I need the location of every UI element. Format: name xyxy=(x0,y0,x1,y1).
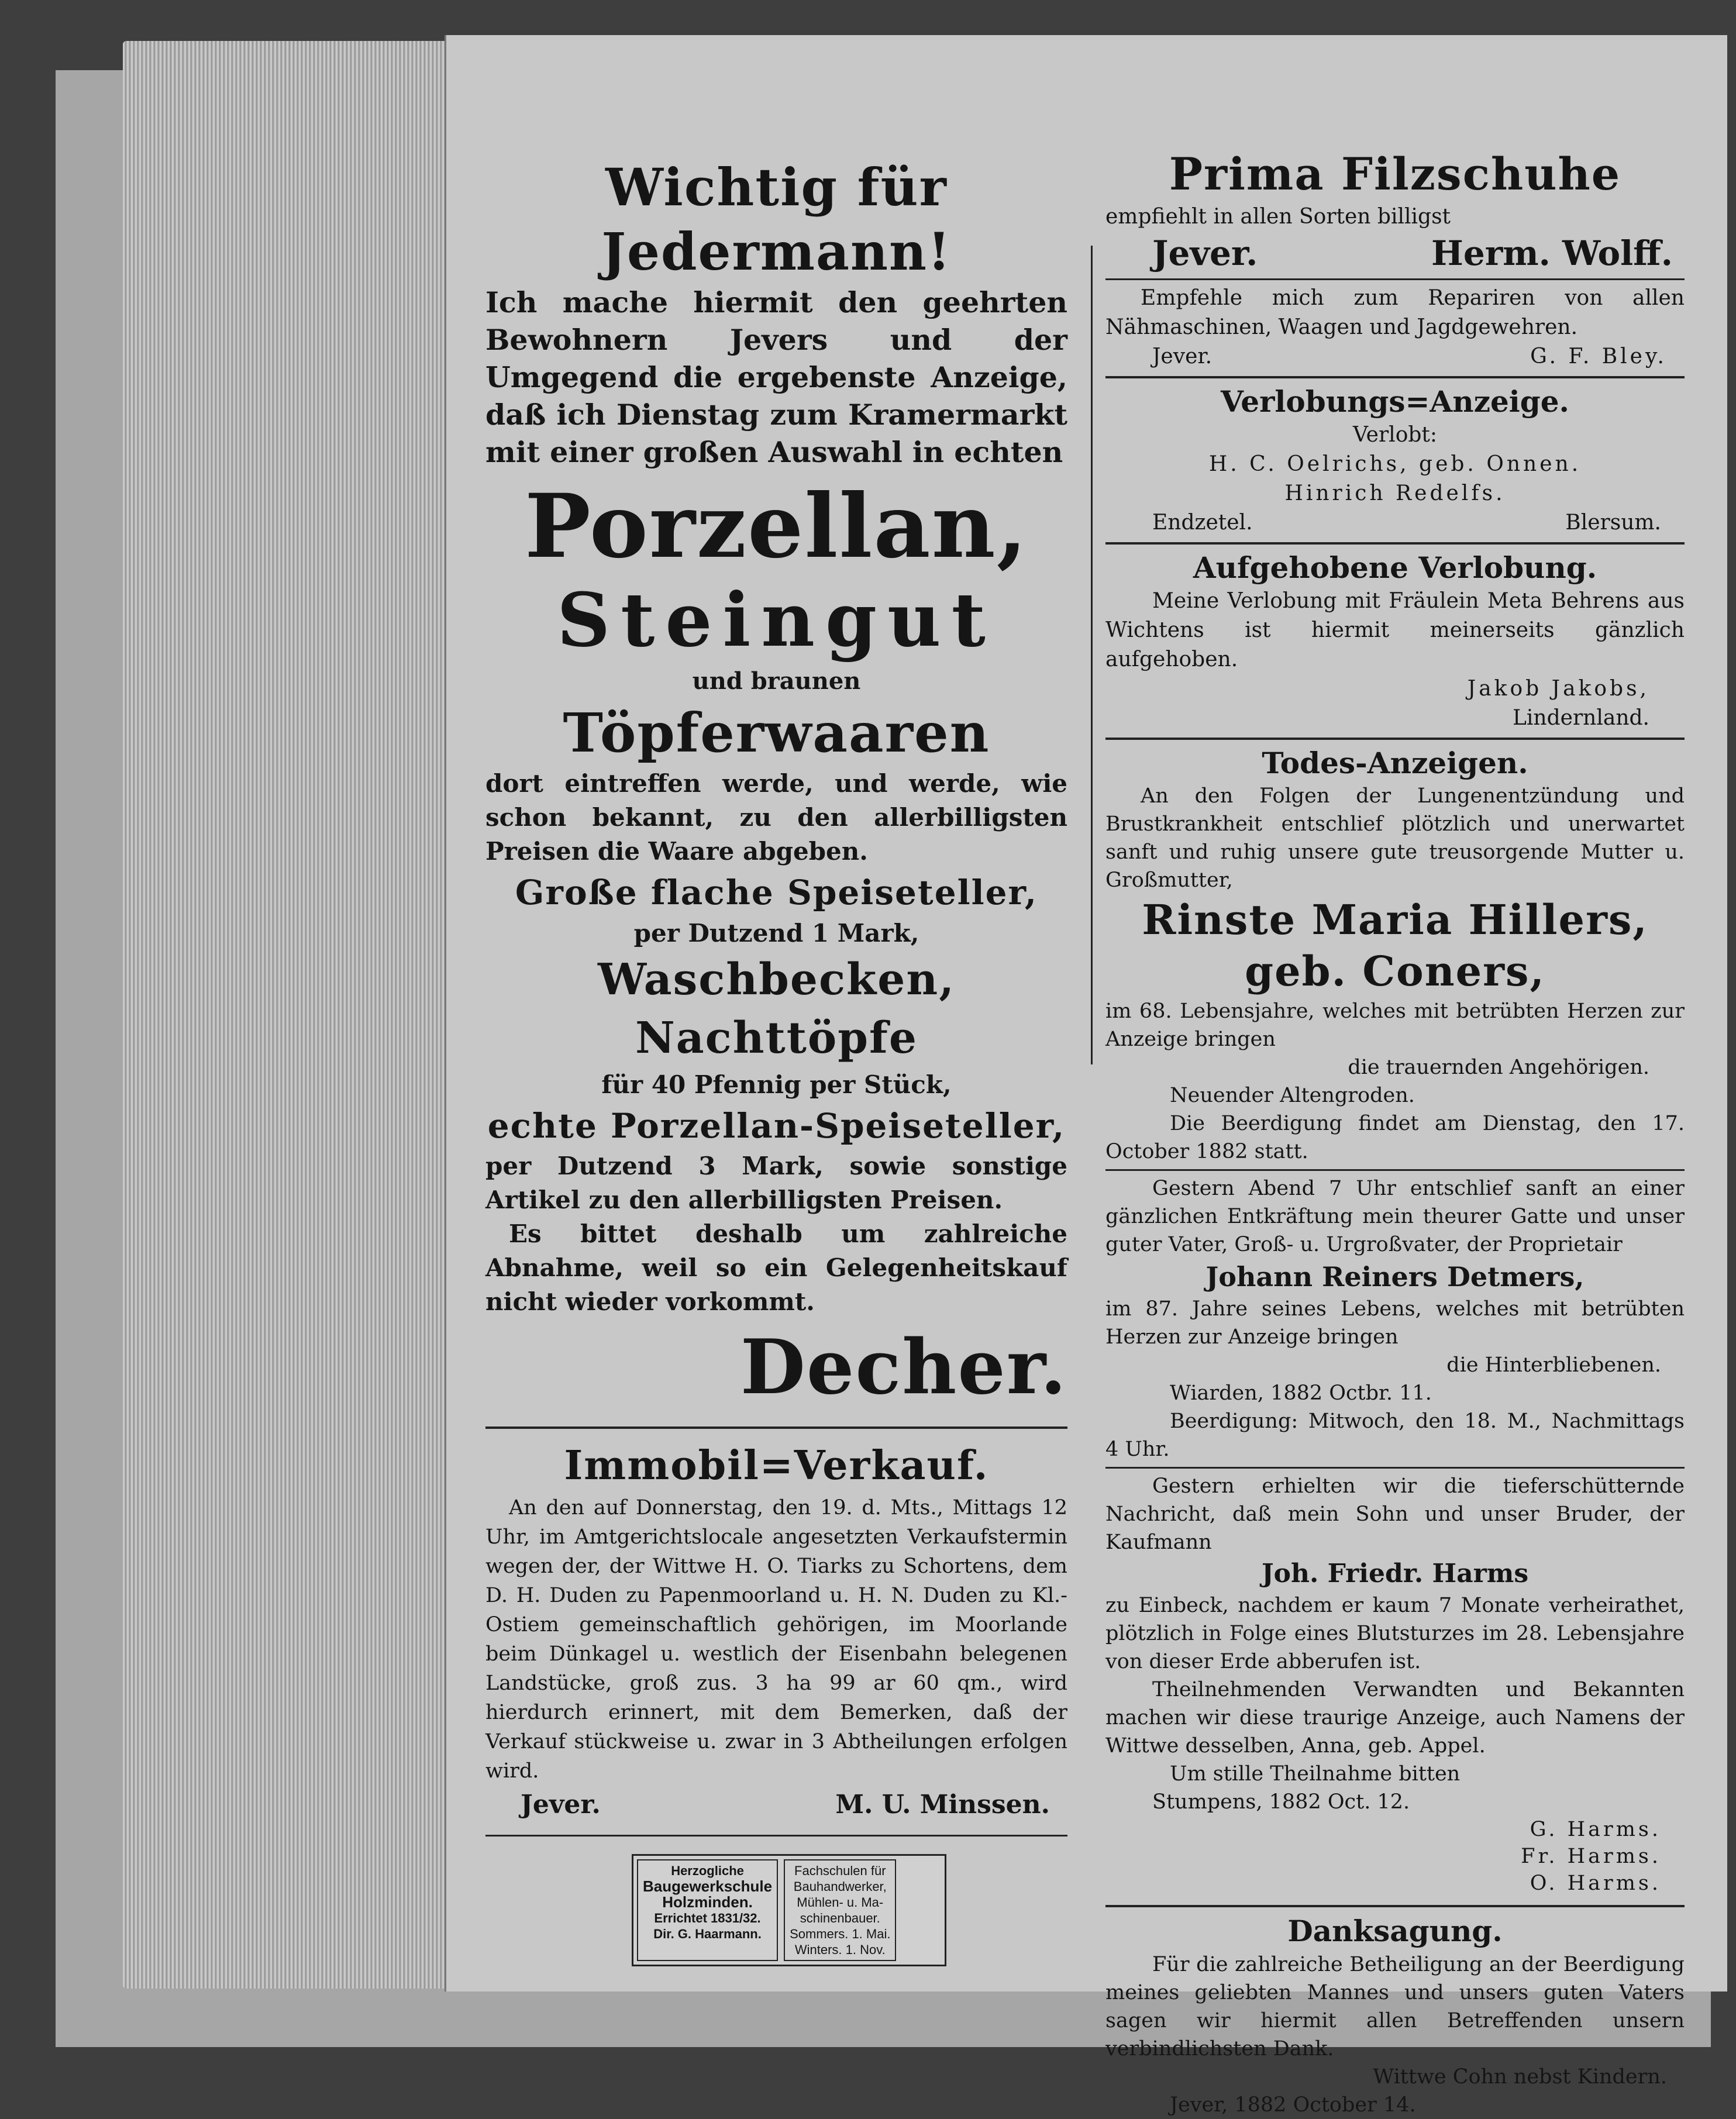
steingut-heading: Steingut xyxy=(557,577,996,663)
harms-text2: zu Einbeck, nachdem er kaum 7 Monate verheirathet, plötzlich in Folge eines Blutsturzes im 28. Lebensjahre von dieser Erde abberufen ist. xyxy=(1105,1594,1685,1673)
todes-name1: Rinste Maria Hillers, xyxy=(1142,895,1648,944)
immobil-title: Immobil=Verkauf. xyxy=(564,1442,989,1489)
stamp-line: Dir. G. Haarmann. xyxy=(653,1927,762,1941)
immobil-text: An den auf Donnerstag, den 19. d. Mts., Mittags 12 Uhr, im Amtgerichtslocale angesetzten Verkaufstermin wegen der, der Wittwe H. O. Tiarks zu Schortens, dem D. H. Duden zu Papenmoorland u. H. N. Duden zu Kl.-Ostiem gemeinschaftlich gehörigen, im Moorlande beim Dünkagel u. westlich der Eisenbahn belegenen Landstücke, groß zus. 3 ha 99 ar 60 qm., wird hierdurch erinnert, mit dem Bemerken, daß der Verkauf stückweise u. zwar in 3 Abtheilungen erfolgen wird. xyxy=(485,1496,1067,1783)
right-column xyxy=(1105,146,1685,2119)
repair-text: Empfehle mich zum Repariren von allen Nähmaschinen, Waagen und Jagdgewehren. xyxy=(1105,286,1685,339)
filzschuhe-place: Jever. xyxy=(1152,233,1258,273)
page-edges xyxy=(123,41,450,1989)
danksagung-sig: Wittwe Cohn nebst Kindern. xyxy=(1373,2065,1667,2089)
verlobung-label: Verlobt: xyxy=(1352,423,1438,447)
pfennig-line: für 40 Pfennig per Stück, xyxy=(601,1070,952,1099)
stamp-line: Mühlen- u. Ma- xyxy=(797,1895,884,1910)
aufgehoben-text: Meine Verlobung mit Fräulein Meta Behrens aus Wichtens ist hiermit meinerseits gänzlich aufgehoben. xyxy=(1105,589,1685,671)
filzschuhe-line: empfiehlt in allen Sorten billigst xyxy=(1105,205,1451,229)
filzschuhe-title: Prima Filzschuhe xyxy=(1169,148,1621,200)
danksagung-title: Danksagung. xyxy=(1287,1914,1503,1948)
left-column xyxy=(485,155,1067,1966)
detmers-text1: Gestern Abend 7 Uhr entschlief sanft an einer gänzlichen Entkräftung mein theurer Gatte und unser guter Vater, Groß- u. Urgroßvater, der Proprietair xyxy=(1105,1177,1685,1256)
wichtig-intro: Ich mache hiermit den geehrten Bewohnern Jevers und der Umgegend die ergebenste Anzeige, daß ich Dienstag zum Kramermarkt mit einer großen Auswahl in echten xyxy=(485,285,1067,469)
wichtig-text4: Es bittet deshalb um zahlreiche Abnahme, weil so ein Gelegenheitskauf nicht wieder vorkommt. xyxy=(485,1219,1067,1316)
stamp-line: Winters. 1. Nov. xyxy=(794,1942,886,1957)
todes-name1b: geb. Coners, xyxy=(1245,947,1545,995)
todes-funeral1: Die Beerdigung findet am Dienstag, den 17. October 1882 statt. xyxy=(1105,1112,1685,1163)
todes-title: Todes-Anzeigen. xyxy=(1262,746,1528,780)
stamp-line: Errichtet 1831/32. xyxy=(654,1911,761,1925)
detmers-text2: im 87. Jahre seines Lebens, welches mit betrübten Herzen zur Anzeige bringen xyxy=(1105,1297,1685,1349)
harms-text1: Gestern erhielten wir die tieferschütternde Nachricht, daß mein Sohn und unser Bruder, der Kaufmann xyxy=(1105,1474,1685,1554)
verlobung-name1: H. C. Oelrichs, geb. Onnen. xyxy=(1208,452,1582,476)
danksagung-date: Jever, 1882 October 14. xyxy=(1170,2093,1416,2117)
waschbecken-heading: Waschbecken, Nachttöpfe xyxy=(598,955,955,1063)
toepferwaaren-heading: Töpferwaaren xyxy=(563,701,990,764)
verlobung-places-row xyxy=(1105,508,1685,537)
todes-text1: An den Folgen der Lungenentzündung und Brustkrankheit entschlief plötzlich und unerwartet sanft und ruhig unsere gute treusorgende Mutter u. Großmutter, xyxy=(1105,784,1685,892)
filzschuhe-signature-row xyxy=(1105,232,1685,275)
echte-heading: echte Porzellan-Speiseteller, xyxy=(487,1106,1066,1146)
harms-name: Joh. Friedr. Harms xyxy=(1261,1559,1529,1589)
verlobung-place2: Blersum. xyxy=(1565,511,1661,535)
detmers-date: Wiarden, 1882 Octbr. 11. xyxy=(1170,1381,1432,1405)
todes-sig1: die trauernden Angehörigen. xyxy=(1348,1056,1649,1079)
harms-date: Stumpens, 1882 Oct. 12. xyxy=(1152,1790,1410,1814)
stamp-line: Baugewerkschule xyxy=(643,1877,773,1895)
wichtig-title: Wichtig für Jedermann! xyxy=(601,157,952,282)
wichtig-text2: dort eintreffen werde, und werde, wie schon bekannt, zu den allerbilligsten Preisen die Waare abgeben. xyxy=(485,769,1067,866)
aufgehoben-name: Jakob Jakobs, xyxy=(1467,677,1649,701)
todes-text2: im 68. Lebensjahre, welches mit betrübten Herzen zur Anzeige bringen xyxy=(1105,1000,1685,1051)
harms-text3: Theilnehmenden Verwandten und Bekannten machen wir diese traurige Anzeige, auch Namens der Wittwe desselben, Anna, geb. Appel. xyxy=(1105,1678,1685,1758)
immobil-place: Jever. xyxy=(521,1790,601,1820)
rule-divider xyxy=(1105,1905,1685,1907)
repair-name: G. F. Bley. xyxy=(1530,344,1667,368)
verlobung-title: Verlobungs=Anzeige. xyxy=(1221,384,1569,419)
stamp-line: Bauhandwerker, xyxy=(793,1879,887,1894)
decher-signature: Decher. xyxy=(740,1324,1067,1411)
harms-sig1: G. Harms. xyxy=(1530,1818,1661,1841)
stamp-line: Holzminden. xyxy=(662,1893,753,1911)
stamp-line: schinenbauer. xyxy=(800,1911,880,1925)
column-divider xyxy=(1091,246,1093,1064)
wichtig-text3: per Dutzend 3 Mark, sowie sonstige Artikel zu den allerbilligsten Preisen. xyxy=(485,1152,1067,1214)
stamp-line: Fachschulen für xyxy=(794,1863,886,1878)
harms-sig3: O. Harms. xyxy=(1530,1872,1661,1895)
rule-divider xyxy=(485,1835,1067,1837)
aufgehoben-title: Aufgehobene Verlobung. xyxy=(1193,550,1597,585)
porzellan-heading: Porzellan, xyxy=(525,475,1028,578)
detmers-sig: die Hinterbliebenen. xyxy=(1446,1353,1661,1377)
rule-divider xyxy=(1105,278,1685,280)
filzschuhe-name: Herm. Wolff. xyxy=(1431,233,1673,273)
immobil-signature-row xyxy=(485,1786,1067,1824)
stamp-line: Herzogliche xyxy=(671,1863,744,1878)
rule-divider xyxy=(1105,376,1685,378)
rule-divider xyxy=(485,1427,1067,1429)
harms-sig2: Fr. Harms. xyxy=(1521,1845,1661,1868)
und-braunen: und braunen xyxy=(692,667,861,695)
speiseteller-heading: Große flache Speiseteller, xyxy=(515,873,1038,912)
aufgehoben-place: Lindernland. xyxy=(1513,706,1649,730)
verlobung-place1: Endzetel. xyxy=(1152,511,1253,535)
rule-divider xyxy=(1105,1169,1685,1171)
rule-divider xyxy=(1105,1467,1685,1469)
dutzend1-line: per Dutzend 1 Mark, xyxy=(633,919,919,947)
stamp-right-box xyxy=(784,1859,896,1961)
repair-signature-row xyxy=(1105,342,1685,371)
todes-place1: Neuender Altengroden. xyxy=(1170,1084,1415,1107)
repair-place: Jever. xyxy=(1152,344,1213,368)
harms-text4: Um stille Theilnahme bitten xyxy=(1170,1762,1461,1786)
detmers-funeral: Beerdigung: Mitwoch, den 18. M., Nachmittags 4 Uhr. xyxy=(1105,1410,1685,1461)
verlobung-name2: Hinrich Redelfs. xyxy=(1284,481,1506,505)
immobil-signature: M. U. Minssen. xyxy=(835,1790,1050,1820)
rule-divider xyxy=(1105,738,1685,740)
stamp-left-box xyxy=(637,1859,778,1961)
danksagung-text: Für die zahlreiche Betheiligung an der Beerdigung meines geliebten Mannes und unsers guten Vaters sagen wir hiermit allen Betreffenden unsern verbindlichsten Dank. xyxy=(1105,1953,1685,2061)
rule-divider xyxy=(1105,542,1685,545)
detmers-name: Johann Reiners Detmers, xyxy=(1205,1261,1585,1293)
stamp-line: Sommers. 1. Mai. xyxy=(790,1927,891,1941)
baugewerkschule-stamp xyxy=(632,1854,946,1966)
